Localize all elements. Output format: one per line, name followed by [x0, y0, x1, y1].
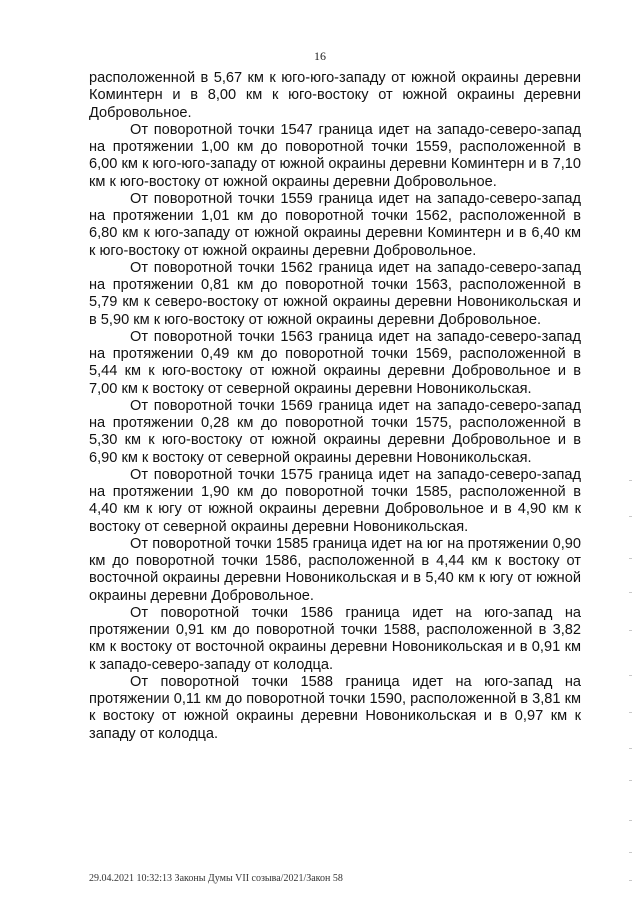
paragraph: От поворотной точки 1585 граница идет на юг на протяжении 0,90 км до поворотной точки 1586, расположенной в 4,44 км к востоку от восточной окраины деревни Новоникольская и в 5,40 км к югу от южной окраины деревни Добровольное. — [89, 535, 581, 604]
paragraph: От поворотной точки 1569 граница идет на западо-северо-запад на протяжении 0,28 км до поворотной точки 1575, расположенной в 5,30 км к юго-востоку от южной окраины деревни Добровольное и в 6,90 км к востоку от северной окраины деревни Новоникольская. — [89, 397, 581, 466]
paragraph: От поворотной точки 1588 граница идет на юго-запад на протяжении 0,11 км до поворотной точки 1590, расположенной в 3,81 км к востоку от южной окраины деревни Новоникольская и в 0,97 км к западу от колодца. — [89, 673, 581, 742]
scan-margin-marks — [629, 480, 633, 890]
paragraph: От поворотной точки 1562 граница идет на западо-северо-запад на протяжении 0,81 км до поворотной точки 1563, расположенной в 5,79 км к северо-востоку от южной окраины деревни Новоникольская и в 5,90 км к юго-востоку от южной окраины деревни Добровольное. — [89, 259, 581, 328]
paragraph: От поворотной точки 1575 граница идет на западо-северо-запад на протяжении 1,90 км до поворотной точки 1585, расположенной в 4,40 км к югу от южной окраины деревни Добровольное и в 4,90 км к востоку от северной окраины деревни Новоникольская. — [89, 466, 581, 535]
paragraph: От поворотной точки 1559 граница идет на западо-северо-запад на протяжении 1,01 км до поворотной точки 1562, расположенной в 6,80 км к юго-западу от южной окраины деревни Коминтерн и в 6,40 км к юго-востоку от южной окраины деревни Добровольное. — [89, 190, 581, 259]
page-number: 16 — [314, 49, 326, 63]
document-footer: 29.04.2021 10:32:13 Законы Думы VII созыва/2021/Закон 58 — [89, 873, 343, 884]
paragraph: От поворотной точки 1563 граница идет на западо-северо-запад на протяжении 0,49 км до поворотной точки 1569, расположенной в 5,44 км к юго-востоку от южной окраины деревни Добровольное и в 7,00 км к востоку от северной окраины деревни Новоникольская. — [89, 328, 581, 397]
body-text — [89, 70, 581, 743]
paragraph: расположенной в 5,67 км к юго-юго-западу от южной окраины деревни Коминтерн и в 8,00 км к юго-востоку от южной окраины деревни Добровольное. — [89, 70, 581, 121]
paragraph: От поворотной точки 1586 граница идет на юго-запад на протяжении 0,91 км до поворотной точки 1588, расположенной в 3,82 км к востоку от восточной окраины деревни Новоникольская и в 0,91 км к западо-северо-западу от колодца. — [89, 604, 581, 673]
paragraph: От поворотной точки 1547 граница идет на западо-северо-запад на протяжении 1,00 км до поворотной точки 1559, расположенной в 6,00 км к юго-юго-западу от южной окраины деревни Коминтерн и в 7,10 км к юго-востоку от южной окраины деревни Добровольное. — [89, 121, 581, 190]
